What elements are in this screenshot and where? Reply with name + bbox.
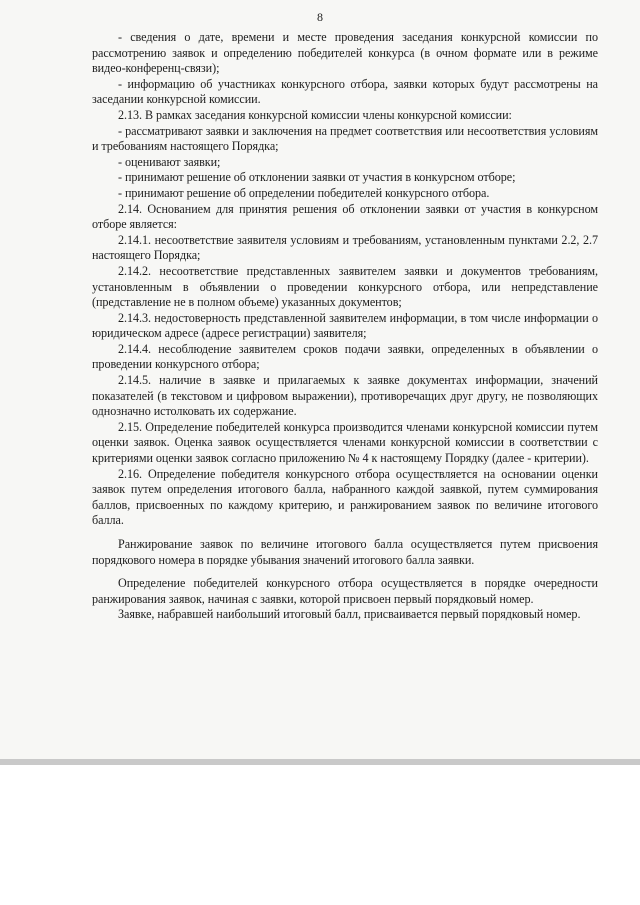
paragraph: Ранжирование заявок по величине итогового балла осуществляется путем присвоения порядкового номера в порядке убывания значений итогового балла заявки. (92, 537, 598, 567)
page-number: 8 (317, 10, 323, 24)
paragraph: - принимают решение об определении победителей конкурсного отбора. (118, 185, 490, 200)
paragraph-section-2-14-5: 2.14.5. наличие в заявке и прилагаемых к заявке документах информации, значений показателей (в текстовом и цифровом выражении), противоречащих друг другу, не позволяющих однозначно истолковать их содержание. (92, 373, 598, 419)
paragraph: - оценивают заявки; (118, 154, 221, 169)
document-body (92, 30, 598, 623)
paragraph-section-2-14-3: 2.14.3. недостоверность представленной заявителем информации, в том числе информации о юридическом адресе (адресе регистрации) заявителя; (92, 310, 598, 341)
paragraph-section-2-14: 2.14. Основанием для принятия решения об отклонении заявки от участия в конкурсном отборе является: (92, 201, 598, 232)
paragraph-section-2-14-4: 2.14.4. несоблюдение заявителем сроков подачи заявки, определенных в объявлении о проведении конкурсного отбора; (92, 341, 598, 372)
paragraph-section-2-16: 2.16. Определение победителя конкурсного отбора осуществляется на основании оценки заявок путем определения итогового балла, набранного каждой заявкой, путем суммирования баллов, присвоенных по каждому критерию, и ранжированием заявок по величине итогового балла. (92, 466, 598, 528)
paragraph-section-2-14-1: 2.14.1. несоответствие заявителя условиям и требованиям, установленным пунктами 2.2, 2.7 настоящего Порядка; (92, 232, 598, 263)
paragraph: - принимают решение об отклонении заявки от участия в конкурсном отборе; (118, 170, 516, 185)
paragraph: - рассматривают заявки и заключения на предмет соответствия или несоответствия условиям и требованиям настоящего Порядка; (92, 123, 598, 154)
paragraph-section-2-14-2: 2.14.2. несоответствие представленных заявителем заявки и документов требованиям, установленным в объявлении о проведении конкурсного отбора, или непредставление (представление не в полном объеме) указанных документов; (92, 263, 598, 310)
paragraph-section-2-15: 2.15. Определение победителей конкурса производится членами конкурсной комиссии путем оценки заявок. Оценка заявок осуществляется членами конкурсной комиссии в соответствии с критериями оценки заявок согласно приложению № 4 к настоящему Порядку (далее - критерии). (92, 419, 598, 466)
paragraph: - информацию об участниках конкурсного отбора, заявки которых будут рассмотрены на заседании конкурсной комиссии. (92, 76, 598, 107)
paragraph: Определение победителей конкурсного отбора осуществляется в порядке очередности ранжирования заявок, начиная с заявки, которой присвоен первый порядковый номер. (92, 576, 598, 606)
blank-area (0, 765, 640, 899)
paragraph: Заявке, набравшей наибольший итоговый балл, присваивается первый порядковый номер. (118, 607, 581, 622)
paragraph: - сведения о дате, времени и месте проведения заседания конкурсной комиссии по рассмотрению заявок и определению победителей конкурса (в очном формате или в режиме видео-конференц-связи); (92, 30, 598, 76)
paragraph-section-2-13: 2.13. В рамках заседания конкурсной комиссии члены конкурсной комиссии: (118, 107, 512, 122)
